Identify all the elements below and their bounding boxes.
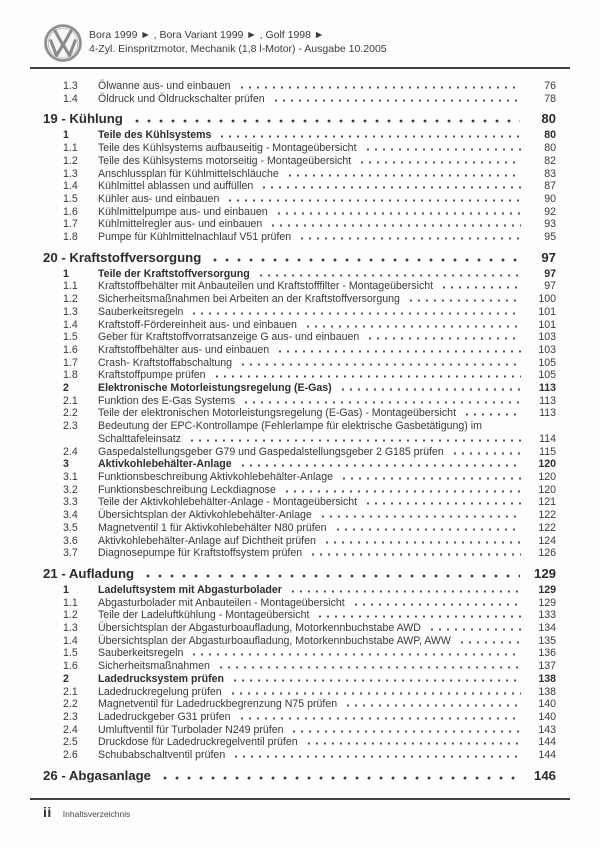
- toc-entry-title: Sicherheitsmaßnahmen: [98, 660, 210, 673]
- dot-leader: [323, 541, 521, 544]
- toc-entry-page: 126: [538, 547, 556, 560]
- dot-leader: [358, 161, 521, 164]
- dot-leader: [213, 375, 521, 378]
- toc-entry-title: 26 - Abgasanlage: [43, 767, 151, 783]
- toc-entry-number: 1.2: [63, 609, 78, 622]
- toc-entry-number: 3.4: [63, 509, 78, 522]
- toc-entry-title: Pumpe für Kühlmittelnachlauf V51 prüfen: [98, 231, 292, 244]
- toc-entry-number: 1.7: [63, 218, 78, 231]
- toc-entry-number: 1.1: [63, 280, 78, 293]
- toc-entry-title: Übersichtsplan der Abgasturboaufladung, Motorkennbuchstabe AWD: [98, 622, 421, 635]
- toc-entry-number: 2.4: [63, 723, 78, 736]
- toc-entry-number: 1.2: [63, 154, 78, 167]
- dot-leader: [190, 312, 521, 315]
- toc-entry-row: [43, 142, 556, 155]
- toc-entry-page: 140: [538, 698, 556, 711]
- dot-leader: [131, 119, 520, 123]
- toc-entry-row: [43, 522, 556, 535]
- toc-entry-row: [43, 635, 556, 648]
- toc-entry-row: [43, 496, 556, 509]
- toc-entry-row: [43, 93, 556, 106]
- toc-entry-row: [43, 344, 556, 357]
- dot-leader: [239, 363, 521, 366]
- toc-entry-number: 2.6: [63, 749, 78, 762]
- toc-entry-number: 1.6: [63, 343, 78, 356]
- toc-entry-page: 124: [538, 534, 556, 547]
- toc-entry-title: Bedeutung der EPC-Kontrollampe (Fehlerlampe für elektrische Gasbetätigung) im: [98, 420, 482, 433]
- dot-leader: [290, 730, 521, 733]
- toc-entry-number: 1.5: [63, 192, 78, 205]
- toc-entry-page: 134: [538, 622, 556, 635]
- toc-entry-page: 80: [544, 142, 556, 155]
- toc-entry-title: Anschlussplan für Kühlmittelschläuche: [98, 167, 279, 180]
- toc-entry-row: [43, 331, 556, 344]
- toc-entry-number: 1.8: [63, 369, 78, 382]
- toc-entry-page: 135: [538, 634, 556, 647]
- toc-entry-title: Teile des Kühlsystems aufbauseitig - Montageübersicht: [98, 142, 357, 155]
- toc-entry-number: 1.4: [63, 634, 78, 647]
- toc-entry-number: 3.6: [63, 534, 78, 547]
- toc-entry-number: 1: [63, 267, 69, 280]
- toc-entry-page: 76: [544, 80, 556, 92]
- dot-leader: [366, 337, 521, 340]
- toc-entry-title: Sauberkeitsregeln: [98, 647, 184, 660]
- dot-leader: [190, 653, 521, 656]
- toc-entry-page: 100: [538, 293, 556, 306]
- toc-entry-row: [43, 749, 556, 762]
- toc-entry-number: 1.5: [63, 647, 78, 660]
- dot-leader: [272, 99, 521, 102]
- dot-leader: [463, 413, 521, 416]
- toc-entry-number: 2.3: [63, 710, 78, 723]
- toc-entry-title: Kühlmittel ablassen und auffüllen: [98, 180, 254, 193]
- toc-entry-row: [43, 218, 556, 231]
- toc-entry-number: 3.2: [63, 483, 78, 496]
- dot-leader: [257, 274, 521, 277]
- toc-entry-row: [43, 155, 556, 168]
- toc-entry-title: Sicherheitsmaßnahmen bei Arbeiten an der Kraftstoffversorgung: [98, 293, 400, 306]
- toc-entry-number: 2.4: [63, 445, 78, 458]
- toc-entry-number: 3.7: [63, 547, 78, 560]
- toc-entry-title: Teile der elektronischen Motorleistungsregelung (E-Gas) - Montageübersicht: [98, 407, 457, 420]
- toc-entry-page: 82: [544, 154, 556, 167]
- dot-leader: [289, 590, 521, 593]
- toc-entry-number: 1.6: [63, 205, 78, 218]
- toc-entry-number: 1: [63, 129, 69, 142]
- toc-list: [43, 80, 556, 783]
- toc-entry-page: 93: [544, 218, 556, 231]
- toc-entry-page: 144: [538, 749, 556, 762]
- dot-leader: [440, 286, 521, 289]
- dot-leader: [242, 401, 521, 404]
- toc-entry-title: Funktionsbeschreibung Leckdiagnose: [98, 483, 276, 496]
- dot-leader: [344, 704, 521, 707]
- toc-entry-number: 2.2: [63, 407, 78, 420]
- dot-leader: [269, 224, 521, 227]
- toc-entry-title: Kraftstoffbehälter aus- und einbauen: [98, 343, 270, 356]
- toc-entry-title: Sauberkeitsregeln: [98, 305, 184, 318]
- toc-entry-page: 144: [538, 736, 556, 749]
- toc-entry-number: 2.1: [63, 685, 78, 698]
- header-subtitle-line: 4-Zyl. Einspritzmotor, Mechanik (1,8 l-Motor) - Ausgabe 10.2005: [89, 42, 387, 55]
- toc-entry-row: [43, 547, 556, 560]
- toc-entry-title: Elektronische Motorleistungsregelung (E-Gas): [98, 382, 332, 395]
- toc-entry-page: 103: [538, 331, 556, 344]
- toc-entry-title: Teile der Kraftstoffversorgung: [98, 267, 250, 280]
- toc-entry-page: 101: [538, 318, 556, 331]
- toc-entry-title: Kraftstoffbehälter mit Anbauteilen und Kraftstofffilter - Montageübersicht: [98, 280, 434, 293]
- toc-entry-row: [43, 129, 556, 142]
- toc-entry-page: 120: [538, 458, 556, 471]
- toc-entry-number: 1.2: [63, 293, 78, 306]
- toc-entry-number: 3.5: [63, 521, 78, 534]
- toc-entry-page: 138: [538, 685, 556, 698]
- toc-entry-row: [43, 736, 556, 749]
- dot-leader: [231, 679, 521, 682]
- toc-entry-page: 129: [538, 583, 556, 596]
- toc-entry-page: 78: [544, 92, 556, 105]
- dot-leader: [188, 439, 521, 442]
- toc-entry-row: [43, 168, 556, 181]
- toc-entry-page: 103: [538, 343, 556, 356]
- toc-entry-number: 1.3: [63, 80, 78, 92]
- toc-entry-title: Öldruck und Öldruckschalter prüfen: [98, 92, 265, 105]
- toc-entry-title: Crash- Kraftstoffabschaltung: [98, 356, 233, 369]
- dot-leader: [304, 325, 521, 328]
- toc-entry-number: 3: [63, 458, 69, 471]
- toc-entry-page: 80: [544, 129, 556, 142]
- toc-entry-number: 2.3: [63, 420, 78, 433]
- toc-entry-title: 19 - Kühlung: [43, 111, 123, 127]
- toc-entry-row: [43, 458, 556, 471]
- toc-entry-title: Kühlmittelregler aus- und einbauen: [98, 218, 263, 231]
- toc-entry-page: 101: [538, 305, 556, 318]
- dot-leader: [226, 199, 521, 202]
- vw-logo-icon: [44, 24, 82, 62]
- toc-entry-number: 1.3: [63, 622, 78, 635]
- footer-page-number: ii: [43, 804, 52, 820]
- toc-entry-title: Aktivkohlebehälter-Anlage: [98, 458, 232, 471]
- toc-entry-row: [43, 407, 556, 420]
- footer-divider: [30, 798, 570, 800]
- toc-entry-number: 1.5: [63, 331, 78, 344]
- dot-leader: [298, 237, 521, 240]
- toc-entry-number: 2: [63, 382, 69, 395]
- dot-leader: [229, 692, 521, 695]
- toc-entry-page: 122: [538, 509, 556, 522]
- dot-leader: [286, 174, 521, 177]
- toc-entry-title: Kraftstoffpumpe prüfen: [98, 369, 206, 382]
- toc-entry-page: 90: [544, 192, 556, 205]
- dot-leader: [339, 388, 521, 391]
- dot-leader: [209, 258, 520, 262]
- toc-entry-row: [43, 686, 556, 699]
- toc-entry-row: [43, 420, 556, 445]
- toc-entry-number: 1.3: [63, 305, 78, 318]
- toc-entry-number: 1.8: [63, 231, 78, 244]
- toc-entry-title: Diagnosepumpe für Kraftstoffsystem prüfen: [98, 547, 303, 560]
- dot-leader: [238, 86, 521, 89]
- toc-entry-number: 1.3: [63, 167, 78, 180]
- dot-leader: [275, 212, 521, 215]
- toc-entry-row: [43, 280, 556, 293]
- page-header: [0, 0, 600, 62]
- header-models-line: Bora 1999 ► , Bora Variant 1999 ► , Golf 1998 ►: [89, 29, 325, 41]
- toc-entry-page: 137: [538, 660, 556, 673]
- toc-entry-title: Kraftstoff-Fördereinheit aus- und einbauen: [98, 318, 297, 331]
- toc-chapter-row: [43, 250, 556, 265]
- toc-entry-number: 2.5: [63, 736, 78, 749]
- toc-entry-row: [43, 193, 556, 206]
- toc-entry-row: [43, 724, 556, 737]
- toc-entry-title: Umluftventil für Turbolader N249 prüfen: [98, 723, 284, 736]
- toc-entry-page: 80: [541, 111, 556, 127]
- toc-entry-row: [43, 711, 556, 724]
- toc-entry-row: [43, 698, 556, 711]
- dot-leader: [340, 477, 521, 480]
- toc-entry-number: 1.1: [63, 596, 78, 609]
- toc-entry-title: Teile des Kühlsystems: [98, 129, 212, 142]
- toc-entry-number: 3.1: [63, 470, 78, 483]
- toc-entry-page: 95: [544, 231, 556, 244]
- toc-entry-title: Übersichtsplan der Aktivkohlebehälter-Anlage: [98, 509, 312, 522]
- toc-entry-row: [43, 609, 556, 622]
- toc-entry-page: 122: [538, 521, 556, 534]
- toc-entry-row: [43, 80, 556, 93]
- toc-entry-row: [43, 382, 556, 395]
- toc-entry-page: 115: [539, 445, 556, 458]
- toc-entry-row: [43, 180, 556, 193]
- toc-entry-page: 114: [539, 432, 556, 445]
- toc-entry-page: 105: [538, 369, 556, 382]
- toc-entry-row: [43, 535, 556, 548]
- toc-entry-number: 1.4: [63, 318, 78, 331]
- toc-entry-row: [43, 647, 556, 660]
- dot-leader: [283, 490, 521, 493]
- toc-entry-title: Magnetventil 1 für Aktivkohlebehälter N80 prüfen: [98, 521, 327, 534]
- dot-leader: [238, 717, 521, 720]
- toc-entry-number: 1.4: [63, 92, 78, 105]
- dot-leader: [305, 742, 521, 745]
- toc-entry-row: [43, 306, 556, 319]
- toc-entry-page: 136: [538, 647, 556, 660]
- toc-entry-row: [43, 622, 556, 635]
- dot-leader: [239, 464, 521, 467]
- dot-leader: [458, 641, 521, 644]
- toc-entry-row: [43, 446, 556, 459]
- toc-entry-page: 140: [538, 710, 556, 723]
- toc-entry-title: Gaspedalstellungsgeber G79 und Gaspedalstellungsgeber 2 G185 prüfen: [98, 445, 444, 458]
- toc-entry-title: 21 - Aufladung: [43, 565, 135, 581]
- toc-entry-page: 97: [544, 280, 556, 293]
- toc-entry-row: [43, 597, 556, 610]
- toc-entry-page: 120: [538, 483, 556, 496]
- toc-entry-title: Ladeluftsystem mit Abgasturbolader: [98, 583, 282, 596]
- dot-leader: [364, 148, 521, 151]
- toc-entry-row: [43, 660, 556, 673]
- toc-entry-title: Teile des Kühlsystems motorseitig - Montageübersicht: [98, 154, 352, 167]
- toc-entry-page: 129: [538, 596, 556, 609]
- toc-entry-row: [43, 231, 556, 244]
- toc-entry-title: Teile der Aktivkohlebehälter-Anlage - Montageübersicht: [98, 496, 358, 509]
- toc-entry-page: 129: [533, 565, 556, 581]
- toc-entry-title: Funktion des E-Gas Systems: [98, 394, 236, 407]
- toc-entry-title: Ladedruckregelung prüfen: [98, 685, 222, 698]
- toc-entry-number: 2: [63, 672, 69, 685]
- toc-entry-number: 1: [63, 583, 69, 596]
- toc-entry-title: Übersichtsplan der Abgasturboaufladung, Motorkennbuchstabe AWP, AWW: [98, 634, 451, 647]
- dot-leader: [451, 452, 521, 455]
- dot-leader: [316, 615, 521, 618]
- toc-entry-row: [43, 395, 556, 408]
- toc-entry-number: 2.2: [63, 698, 78, 711]
- dot-leader: [218, 135, 521, 138]
- toc-entry-row: [43, 293, 556, 306]
- toc-entry-page: 143: [538, 723, 556, 736]
- toc-entry-title: Magnetventil für Ladedruckbegrenzung N75 prüfen: [98, 698, 338, 711]
- toc-entry-title: Abgasturbolader mit Anbauteilen - Montageübersicht: [98, 596, 345, 609]
- toc-entry-number: 1.4: [63, 180, 78, 193]
- toc-entry-number: 1.7: [63, 356, 78, 369]
- toc-entry-row: [43, 509, 556, 522]
- dot-leader: [364, 502, 521, 505]
- toc-entry-row: [43, 673, 556, 686]
- toc-chapter-row: [43, 566, 556, 581]
- toc-entry-row: [43, 319, 556, 332]
- toc-entry-number: 1.6: [63, 660, 78, 673]
- toc-entry-title: Ladedruckgeber G31 prüfen: [98, 710, 231, 723]
- toc-entry-title: Schalttafeleinsatz: [98, 432, 182, 445]
- toc-entry-number: 3.3: [63, 496, 78, 509]
- toc-entry-title: 20 - Kraftstoffversorgung: [43, 249, 202, 265]
- dot-leader: [352, 603, 521, 606]
- toc-entry-page: 83: [544, 167, 556, 180]
- dot-leader: [260, 186, 521, 189]
- dot-leader: [334, 528, 522, 531]
- dot-leader: [159, 776, 520, 780]
- footer-section-label: Inhaltsverzeichnis: [62, 809, 131, 819]
- toc-entry-page: 138: [538, 672, 556, 685]
- dot-leader: [428, 628, 521, 631]
- toc-entry-title: Ladedrucksystem prüfen: [98, 672, 224, 685]
- toc-entry-page: 113: [538, 382, 556, 395]
- header-text-block: [89, 26, 387, 56]
- toc-entry-page: 113: [539, 394, 556, 407]
- toc-entry-title: Schubabschaltventil prüfen: [98, 749, 226, 762]
- dot-leader: [276, 350, 521, 353]
- toc-entry-page: 97: [544, 267, 556, 280]
- toc-entry-page: 121: [538, 496, 556, 509]
- toc-entry-title: Aktivkohlebehälter-Anlage auf Dichtheit prüfen: [98, 534, 316, 547]
- dot-leader: [309, 553, 521, 556]
- toc-entry-page: 146: [533, 767, 556, 783]
- toc-entry-page: 120: [538, 470, 556, 483]
- toc-entry-page: 113: [539, 407, 556, 420]
- toc-entry-row: [43, 584, 556, 597]
- toc-entry-title: Ölwanne aus- und einbauen: [98, 80, 231, 92]
- toc-entry-row: [43, 369, 556, 382]
- toc-entry-page: 105: [538, 356, 556, 369]
- toc-entry-page: 133: [538, 609, 556, 622]
- toc-entry-title: Kühlmittelpumpe aus- und einbauen: [98, 205, 268, 218]
- dot-leader: [232, 755, 521, 758]
- dot-leader: [217, 666, 521, 669]
- toc-entry-row: [43, 206, 556, 219]
- toc-entry-title: Geber für Kraftstoffvorratsanzeige G aus- und einbauen: [98, 331, 360, 344]
- toc-entry-title: Druckdose für Ladedruckregelventil prüfen: [98, 736, 298, 749]
- toc-entry-page: 87: [544, 180, 556, 193]
- toc-entry-page: 92: [544, 205, 556, 218]
- dot-leader: [407, 299, 521, 302]
- toc-entry-row: [43, 268, 556, 281]
- toc-entry-number: 1.1: [63, 142, 78, 155]
- toc-entry-title: Funktionsbeschreibung Aktivkohlebehälter-Anlage: [98, 470, 333, 483]
- toc-entry-row: [43, 484, 556, 497]
- dot-leader: [142, 574, 520, 578]
- toc-entry-row: [43, 471, 556, 484]
- toc-chapter-row: [43, 111, 556, 126]
- toc-entry-number: 2.1: [63, 394, 78, 407]
- toc-entry-title: Kühler aus- und einbauen: [98, 192, 220, 205]
- toc-chapter-row: [43, 768, 556, 783]
- header-divider: [30, 67, 570, 69]
- toc-entry-row: [43, 357, 556, 370]
- toc-entry-page: 97: [541, 249, 556, 265]
- page-footer: [43, 804, 130, 820]
- dot-leader: [319, 515, 521, 518]
- toc-entry-title: Teile der Ladeluftkühlung - Montageübersicht: [98, 609, 310, 622]
